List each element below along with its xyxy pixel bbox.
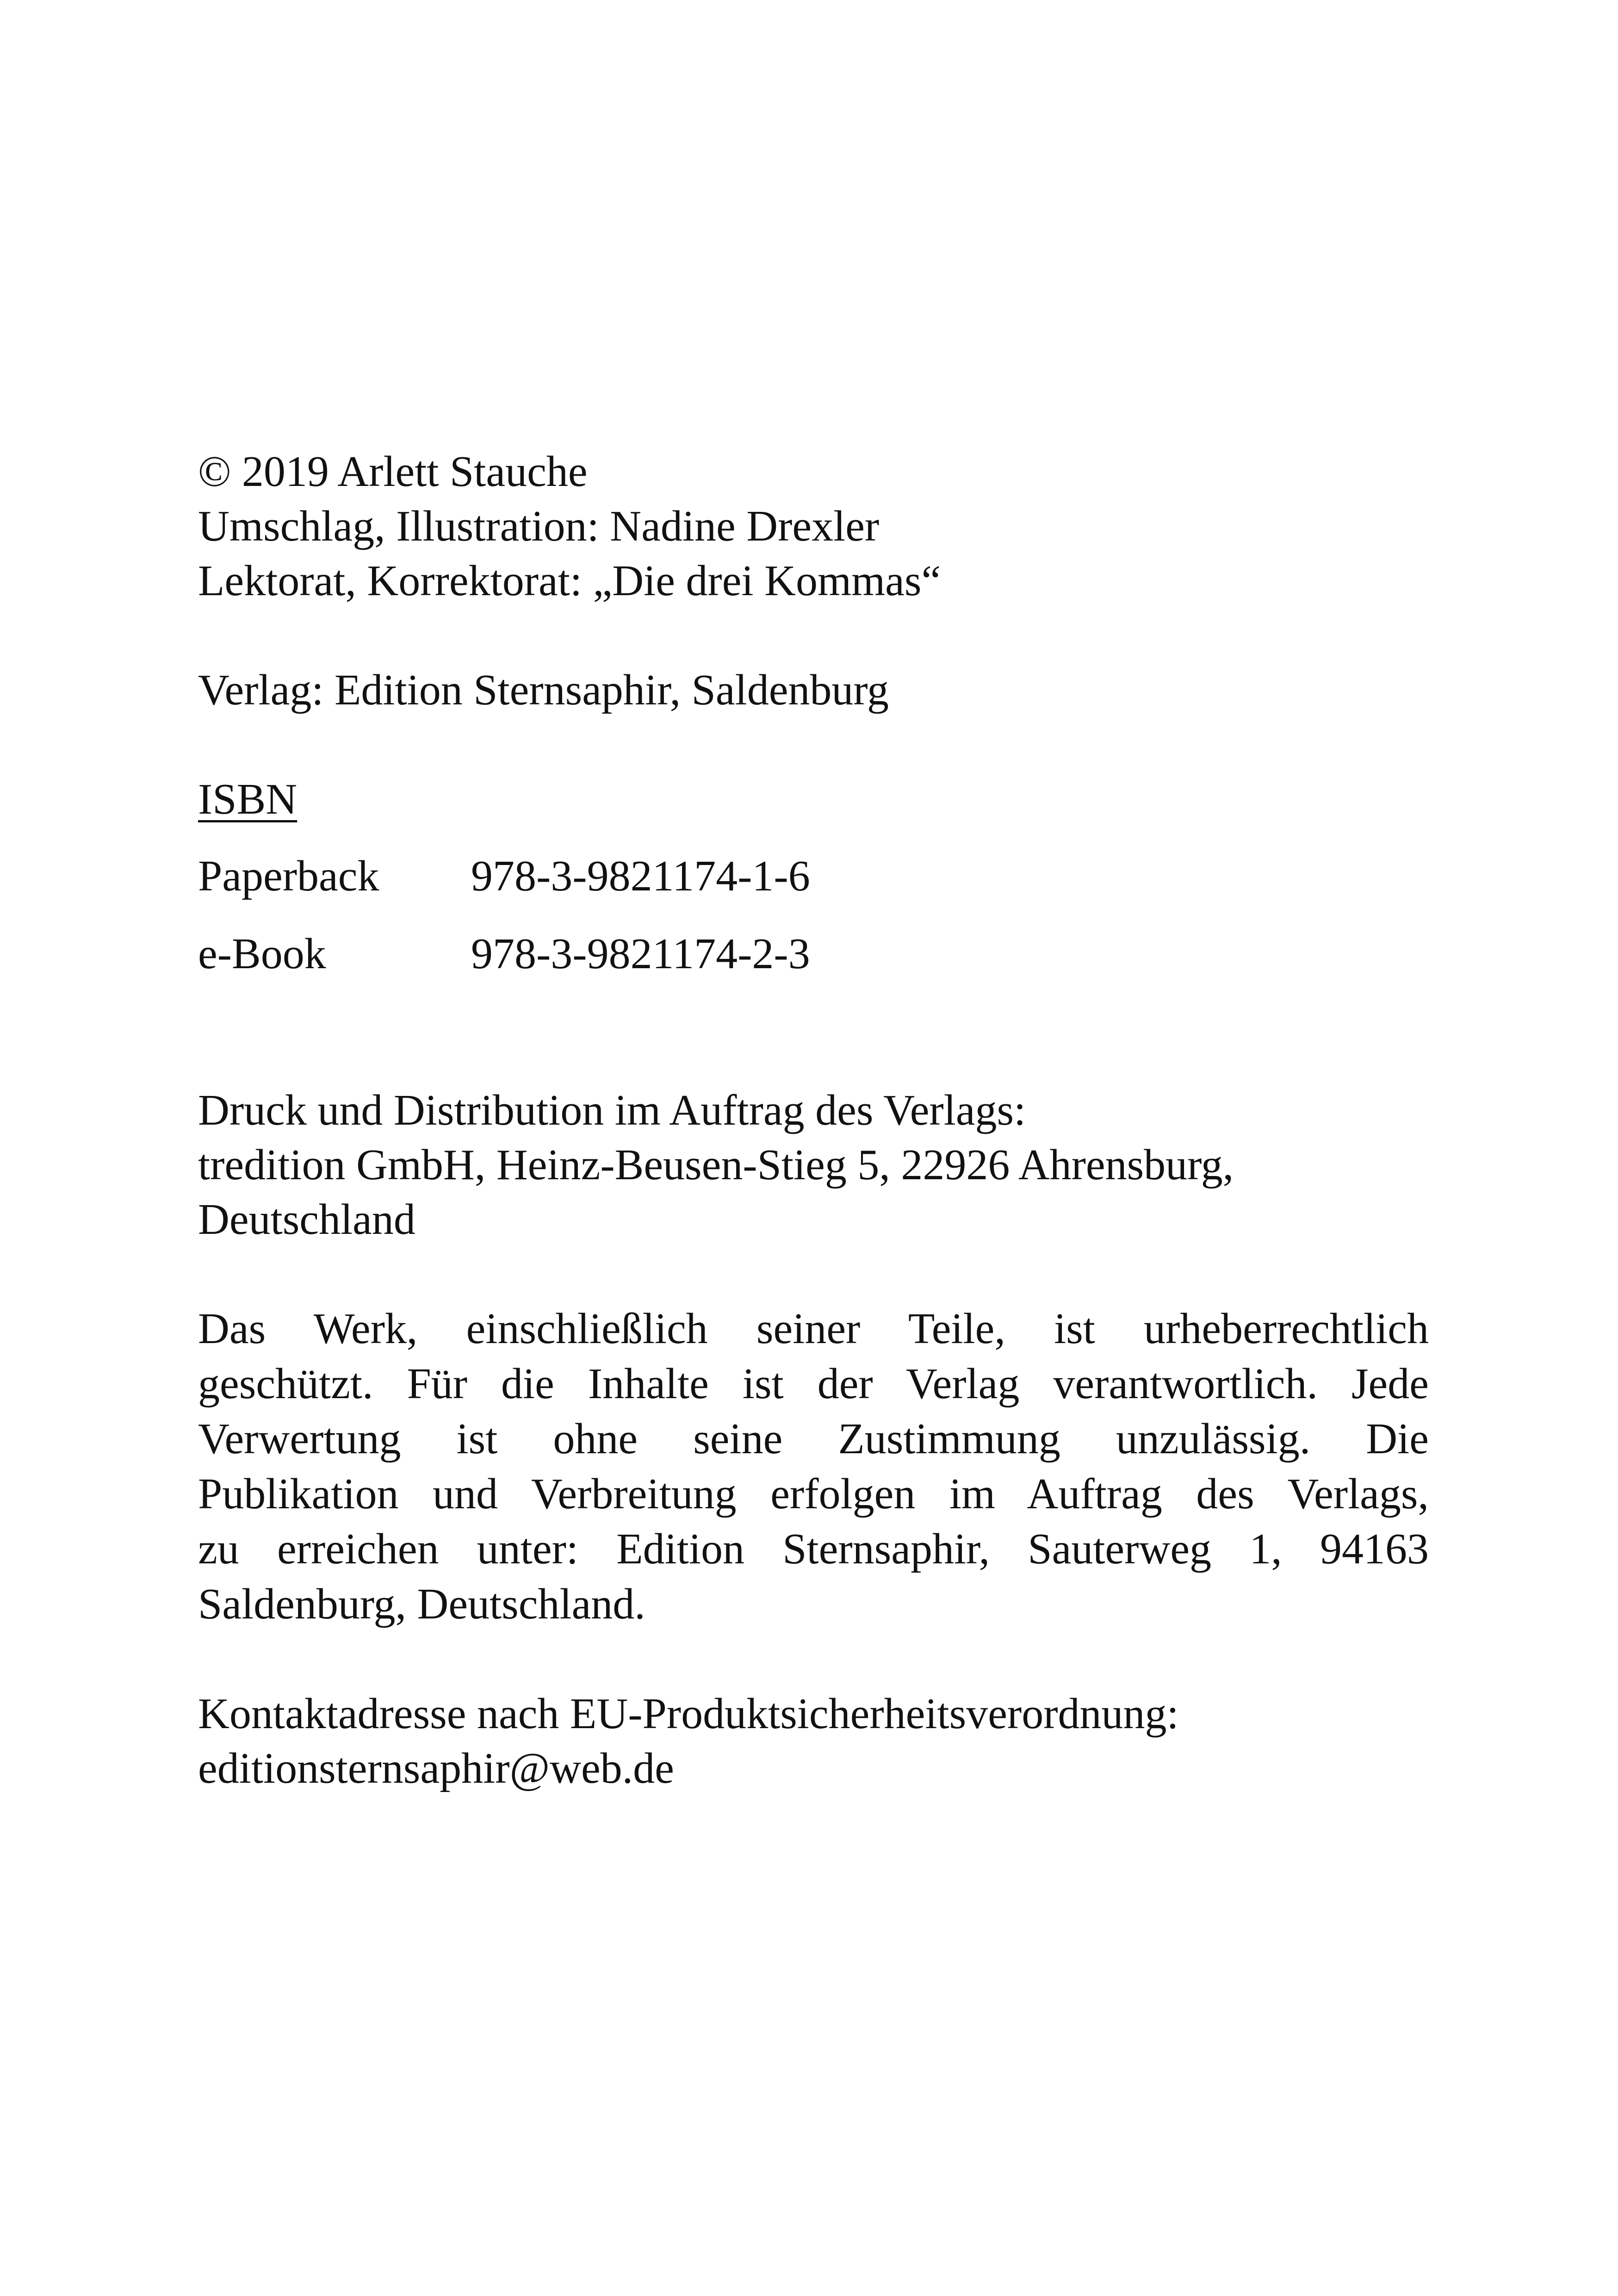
isbn-value: 978-3-9821174-2-3: [471, 930, 810, 978]
isbn-label: Paperback: [198, 852, 379, 900]
print-distribution-block: [198, 1083, 1429, 1247]
isbn-row-ebook: [198, 927, 1429, 1004]
copyright-line: © 2019 Arlett Stauche: [198, 448, 588, 496]
legal-line: Publikation und Verbreitung erfolgen im Auftrag des Verlags,: [198, 1470, 1429, 1518]
isbn-row-paperback: [198, 849, 1429, 927]
imprint-content: [198, 444, 1429, 1796]
isbn-heading: ISBN: [198, 775, 298, 823]
legal-notice-block: [198, 1301, 1429, 1632]
legal-line: Das Werk, einschließlich seiner Teile, ist urheberrechtlich: [198, 1305, 1429, 1353]
publisher-block: [198, 663, 1429, 717]
legal-line: geschützt. Für die Inhalte ist der Verlag verantwortlich. Jede: [198, 1360, 1429, 1408]
contact-block: [198, 1686, 1429, 1796]
editing-credit-line: Lektorat, Korrektorat: „Die drei Kommas“: [198, 557, 941, 605]
print-line: Deutschland: [198, 1195, 415, 1244]
cover-credit-line: Umschlag, Illustration: Nadine Drexler: [198, 502, 880, 550]
isbn-label: e-Book: [198, 930, 326, 978]
contact-line: Kontaktadresse nach EU-Produktsicherheitsverordnung:: [198, 1690, 1179, 1738]
publisher-line: Verlag: Edition Sternsaphir, Saldenburg: [198, 666, 889, 714]
print-line: Druck und Distribution im Auftrag des Verlags:: [198, 1086, 1026, 1134]
credits-block: [198, 444, 1429, 608]
contact-email: editionsternsaphir@web.de: [198, 1744, 674, 1792]
legal-line: zu erreichen unter: Edition Sternsaphir, Sauterweg 1, 94163: [198, 1525, 1429, 1573]
isbn-table: [198, 849, 1429, 1004]
isbn-value: 978-3-9821174-1-6: [471, 852, 810, 900]
legal-line: Saldenburg, Deutschland.: [198, 1580, 645, 1628]
print-line: tredition GmbH, Heinz-Beusen-Stieg 5, 22926 Ahrensburg,: [198, 1141, 1234, 1189]
legal-line: Verwertung ist ohne seine Zustimmung unzulässig. Die: [198, 1415, 1429, 1463]
